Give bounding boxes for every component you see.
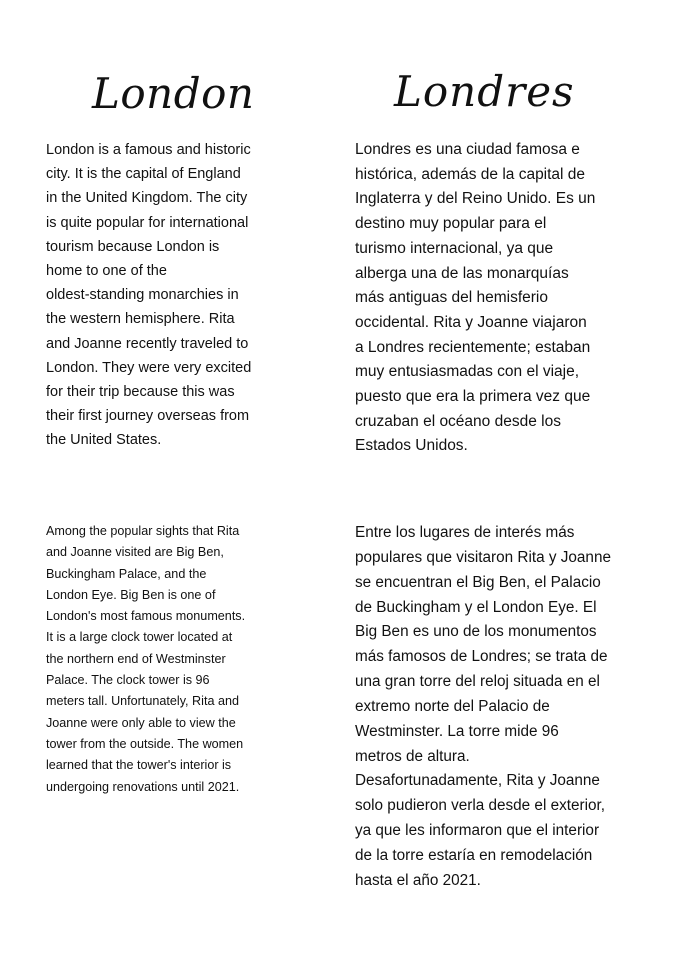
spanish-title: Londres: [394, 67, 575, 116]
english-paragraph-1: London is a famous and historic city. It is the capital of England in the United Kingdom. The city is quite popular for international tourism because London is home to one of the oldest-standing monarchies in the western hemisphere. Rita and Joanne recently traveled to London. They were very excited for their trip because this was their first journey overseas from the United States.: [46, 142, 252, 449]
spanish-paragraph-2: Entre los lugares de interés más populares que visitaron Rita y Joanne se encuentran el Big Ben, el Palacio de Buckingham y el London Eye. El Big Ben es uno de los monumentos más famosos de Londres; se trata de una gran torre del reloj situada en el extremo norte del Palacio de Westminster. La torre mide 96 metros de altura. Desafortunadamente, Rita y Joanne solo pudieron verla desde el exterior, ya que les informaron que el interior de la torre estaría en remodelación hasta el año 2021.: [355, 524, 611, 889]
english-paragraph-2: Among the popular sights that Rita and Joanne visited are Big Ben, Buckingham Palace, and the London Eye. Big Ben is one of London's most famous monuments. It is a large clock tower located at the northern end of Westminster Palace. The clock tower is 96 meters tall. Unfortunately, Rita and Joanne were only able to view the tower from the outside. The women learned that the tower's interior is undergoing renovations until 2021.: [46, 524, 246, 794]
english-title: London: [92, 69, 255, 118]
spanish-paragraph-1: Londres es una ciudad famosa e histórica, además de la capital de Inglaterra y del Reino Unido. Es un destino muy popular para el turismo internacional, ya que alberga una de las monarquías más antiguas del hemisferio occidental. Rita y Joanne viajaron a Londres recientemente; estaban muy entusiasmadas con el viaje, puesto que era la primera vez que cruzaban el océano desde los Estados Unidos.: [355, 141, 596, 455]
